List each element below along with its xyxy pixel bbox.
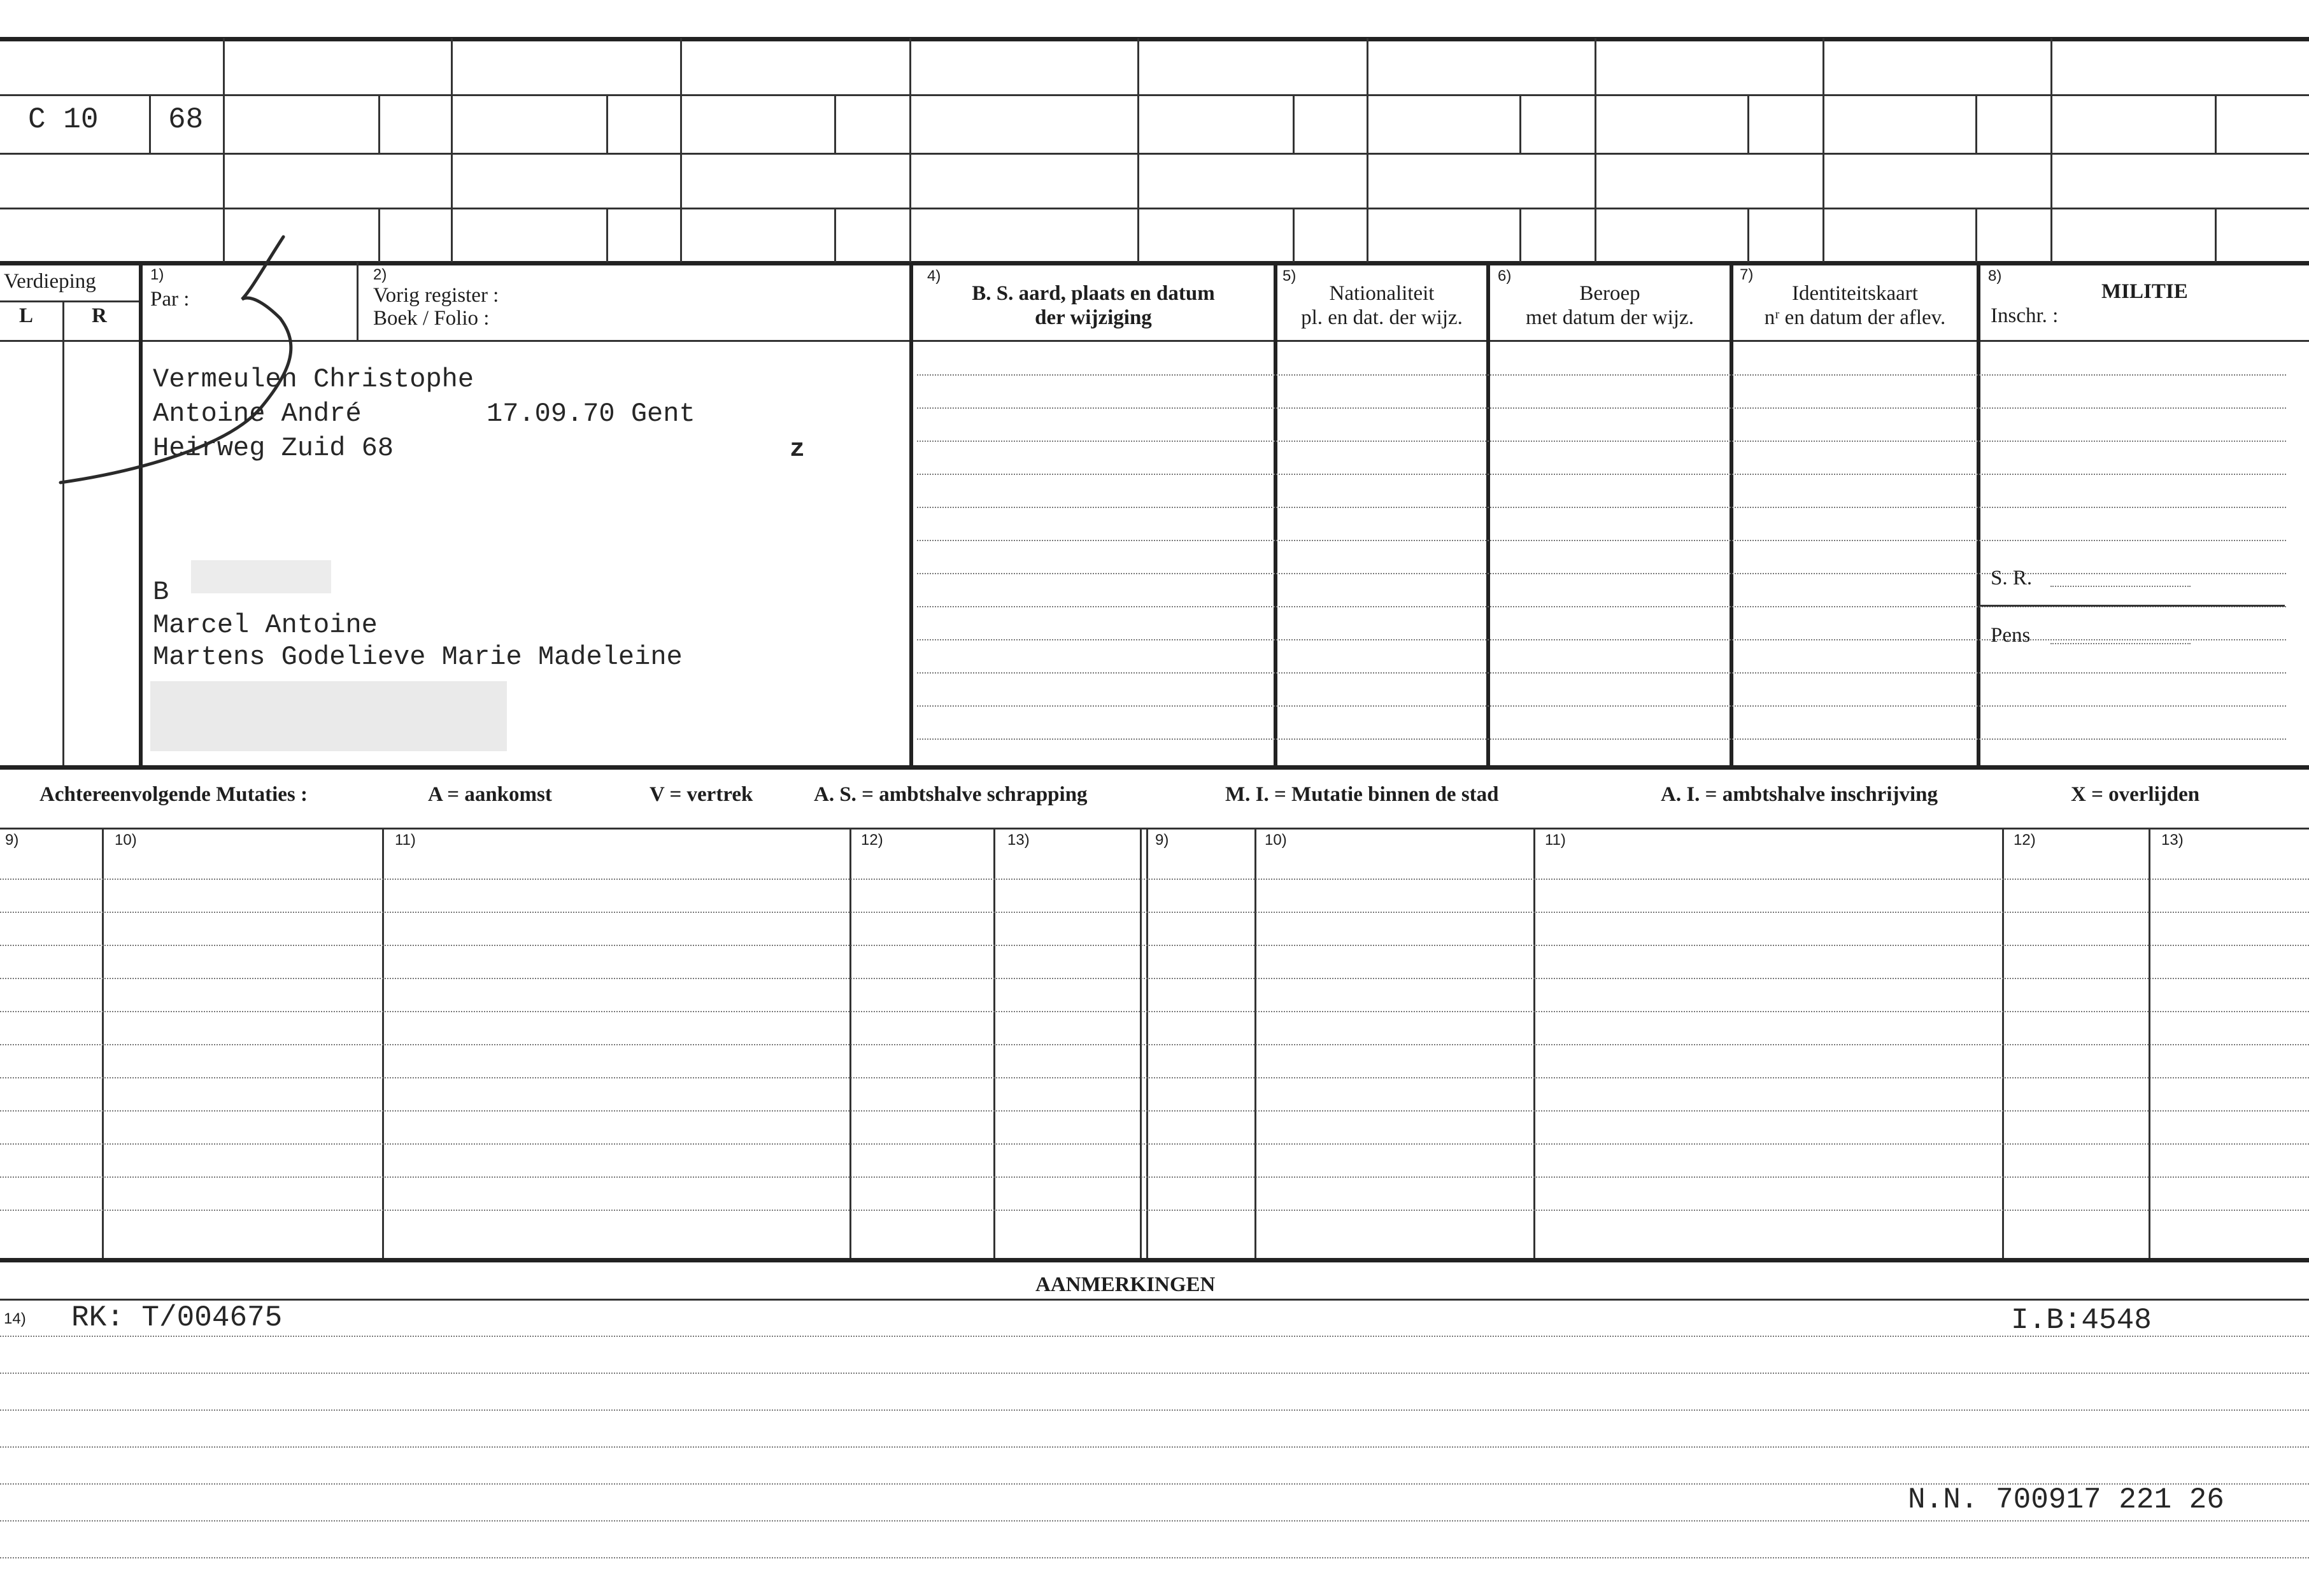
col-7-number: 7) [1740,266,1754,283]
nn-number: N.N. 700917 221 26 [1908,1483,2224,1516]
person-name-line1: Vermeulen Christophe [153,364,474,395]
index-number: 68 [168,103,204,136]
mut-right-12: 12) [2014,831,2036,849]
bs-header-line2: der wijziging [1035,306,1152,329]
address: Heirweg Zuid 68 [153,433,394,463]
floor-left-label: L [19,304,34,327]
col-4-number: 4) [927,267,941,285]
index-code: C 10 [28,103,99,136]
legend-v: V = vertrek [650,783,753,806]
legend-ai: A. I. = ambtshalve inschrijving [1661,783,1938,806]
militie-label: MILITIE [2101,280,2188,303]
col-2-number: 2) [373,266,387,283]
mut-left-11: 11) [395,831,416,849]
col-6-number: 6) [1498,267,1512,285]
mut-left-10: 10) [115,831,137,849]
nationaliteit-line2: pl. en dat. der wijz. [1301,306,1463,329]
rk-number: RK: T/004675 [71,1301,283,1334]
beroep-line2: met datum der wijz. [1526,306,1694,329]
identiteitskaart-line2: nʳ en datum der aflev. [1764,306,1946,329]
boek-folio-label: Boek / Folio : [373,307,490,330]
identiteitskaart-line1: Identiteitskaart [1792,282,1918,305]
legend-x: X = overlijden [2071,783,2200,806]
pens-label: Pens [1991,624,2031,647]
remarks-number: 14) [4,1310,26,1327]
mut-left-9: 9) [5,831,19,849]
person-name-line2: Antoine André [153,399,362,429]
father-name: Marcel Antoine [153,610,378,640]
verdieping-label: Verdieping [4,270,96,293]
mut-left-12: 12) [861,831,883,849]
legend-as: A. S. = ambtshalve schrapping [814,783,1088,806]
col-1-number: 1) [150,266,164,283]
birth-date-place: 17.09.70 Gent [487,399,695,429]
z-mark: z [790,435,806,464]
sr-label: S. R. [1991,567,2033,590]
legend-a: A = aankomst [428,783,552,806]
par-label: Par : [150,288,190,311]
b-mark: B [153,577,169,607]
vorig-register-label: Vorig register : [373,284,499,307]
col-8-number: 8) [1988,267,2002,285]
remarks-title: AANMERKINGEN [1035,1273,1216,1296]
mut-right-11: 11) [1545,831,1566,849]
mut-right-13: 13) [2161,831,2184,849]
mut-right-9: 9) [1155,831,1169,849]
nationaliteit-line1: Nationaliteit [1329,282,1435,305]
inschr-label: Inschr. : [1991,304,2059,327]
col-5-number: 5) [1282,267,1297,285]
mut-right-10: 10) [1265,831,1287,849]
bs-header-line1: B. S. aard, plaats en datum [972,282,1215,305]
legend-mi: M. I. = Mutatie binnen de stad [1225,783,1499,806]
floor-right-label: R [92,304,107,327]
mut-left-13: 13) [1007,831,1030,849]
ib-number: I.B:4548 [2011,1304,2152,1337]
beroep-line1: Beroep [1579,282,1640,305]
legend-title: Achtereenvolgende Mutaties : [39,783,308,806]
mother-name: Martens Godelieve Marie Madeleine [153,642,683,672]
